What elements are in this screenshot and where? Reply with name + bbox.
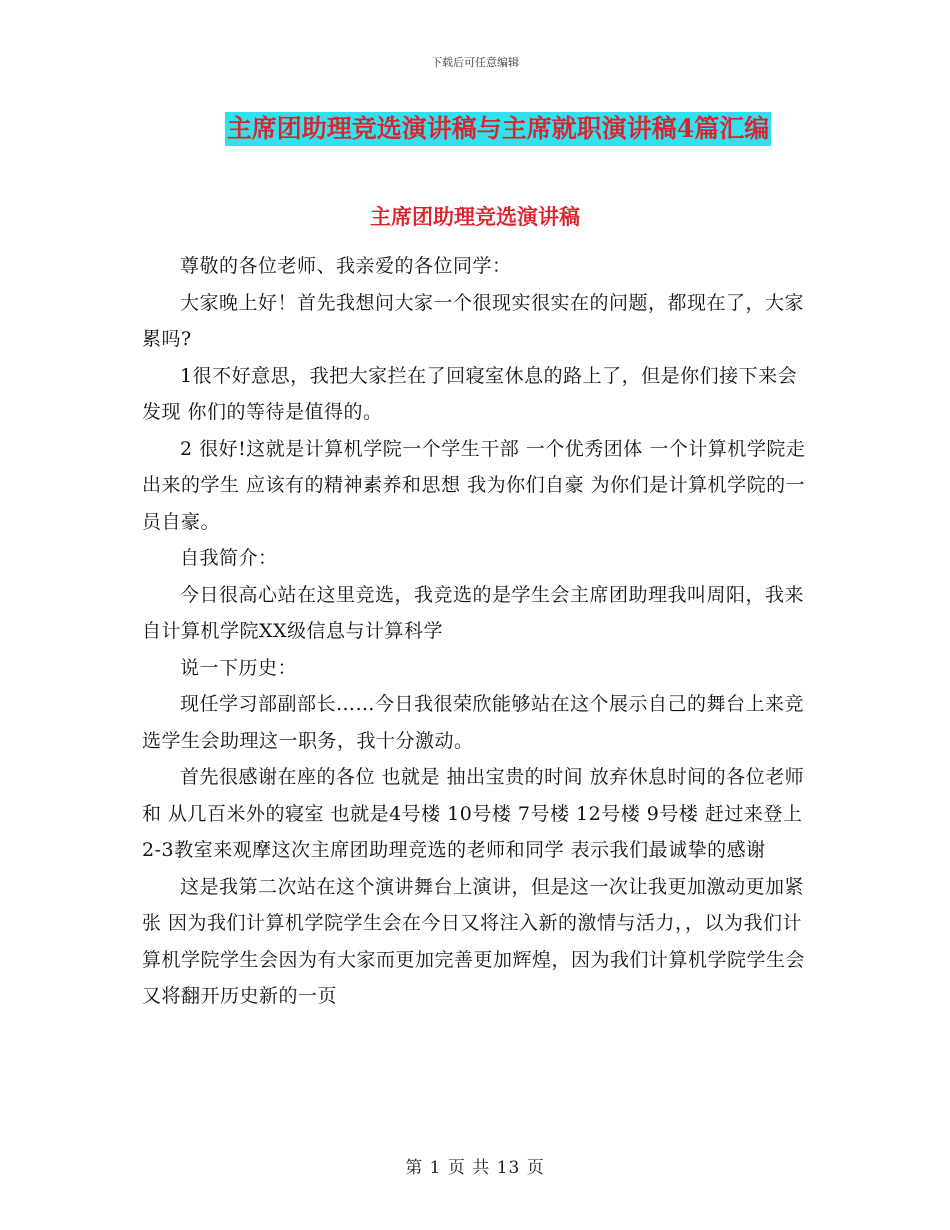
paragraph: 2 很好!这就是计算机学院一个学生干部 一个优秀团体 一个计算机学院走出来的学生 应该有的精神素养和思想 我为你们自豪 为你们是计算机学院的一员自豪。 (142, 437, 806, 533)
paragraph: 尊敬的各位老师、我亲爱的各位同学： (180, 255, 512, 277)
main-title-container (0, 112, 950, 146)
page-footer: 第 1 页 共 13 页 (405, 1158, 545, 1178)
paragraph: 今日很高心站在这里竞选，我竞选的是学生会主席团助理我叫周阳，我来自计算机学院XX级信息与计算科学 (142, 583, 805, 642)
paragraph: 首先很感谢在座的各位 也就是 抽出宝贵的时间 放弃休息时间的各位老师 和 从几百米外的寝室 也就是4号楼 10号楼 7号楼 12号楼 9号楼 赶过来登上2-3教室来观摩这次主席团助理竞选的老师和同学 表示我们最诚挚的感谢 (142, 766, 805, 861)
paragraph: 自我简介： (180, 547, 278, 569)
paragraph: 这是我第二次站在这个演讲舞台上演讲，但是这一次让我更加激动更加紧张 因为我们计算机学院学生会在今日又将注入新的激情与活力，，以为我们计算机学院学生会因为有大家而更加完善更加辉煌，因为我们计算机学院学生会又将翻开历史新的一页 (142, 875, 806, 1007)
header-note: 下载后可任意编辑 (431, 56, 519, 69)
paragraph: 大家晚上好！首先我想问大家一个很现实很实在的问题，都现在了，大家累吗? (142, 291, 805, 350)
section-title: 主席团助理竞选演讲稿 (370, 204, 580, 229)
document-body (142, 248, 812, 1015)
main-title: 主席团助理竞选演讲稿与主席就职演讲稿4篇汇编 (225, 112, 771, 146)
paragraph: 1很不好意思，我把大家拦在了回寝室休息的路上了，但是你们接下来会发现 你们的等待是值得的。 (142, 364, 798, 423)
paragraph: 现任学习部副部长……今日我很荣欣能够站在这个展示自己的舞台上来竞选学生会助理这一职务，我十分激动。 (142, 693, 805, 752)
paragraph: 说一下历史： (180, 656, 298, 679)
